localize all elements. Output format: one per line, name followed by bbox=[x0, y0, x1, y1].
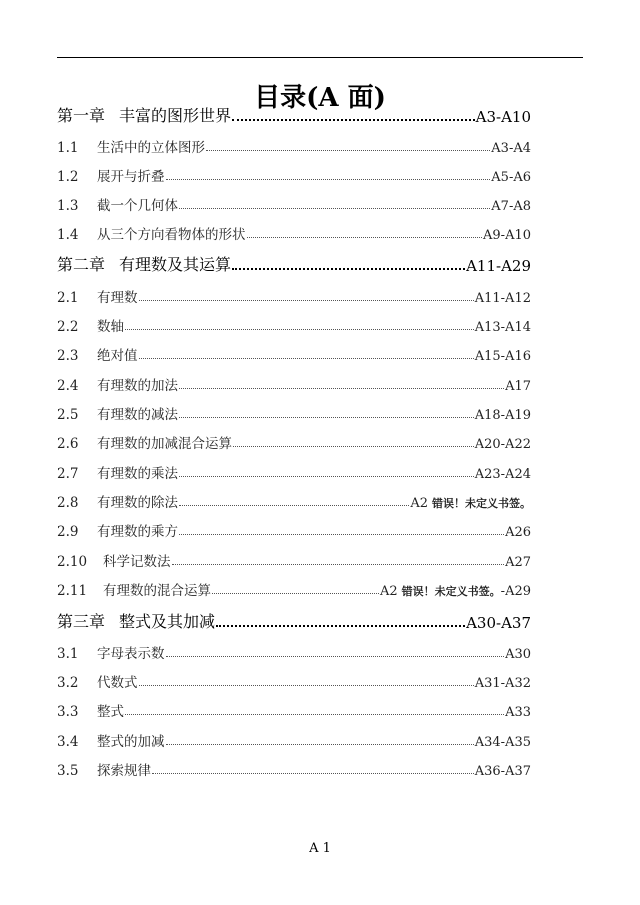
toc-entry-pages: A27 bbox=[505, 555, 531, 570]
toc-dot-leader bbox=[232, 268, 465, 270]
toc-entry-pages: A2 bbox=[380, 584, 398, 599]
toc-entry-number: 3.2 bbox=[57, 675, 79, 691]
page-title: 目录(A 面) bbox=[254, 83, 386, 113]
toc-section-entry[interactable] bbox=[57, 221, 531, 243]
toc-entry-number: 2.7 bbox=[57, 466, 79, 482]
toc-entry-pages: A5-A6 bbox=[491, 170, 531, 185]
toc-entry-number: 3.1 bbox=[57, 646, 79, 662]
toc-entry-pages: A34-A35 bbox=[474, 735, 531, 750]
toc-entry-label: 有理数的乘法 bbox=[97, 466, 178, 482]
toc-section-entry[interactable] bbox=[57, 192, 531, 214]
toc-section-entry[interactable] bbox=[57, 518, 531, 540]
toc-entry-label: 生活中的立体图形 bbox=[97, 140, 205, 156]
toc-section-entry[interactable] bbox=[57, 548, 531, 570]
toc-entry-label: 科学记数法 bbox=[103, 554, 171, 570]
toc-entry-pages: A36-A37 bbox=[474, 764, 531, 779]
toc-entry-label: 绝对值 bbox=[97, 348, 138, 364]
toc-entry-label: 整式及其加减 bbox=[119, 612, 216, 631]
toc-section-entry[interactable] bbox=[57, 284, 531, 306]
toc-chapter-entry[interactable] bbox=[57, 104, 531, 126]
toc-entry-number: 3.4 bbox=[57, 734, 79, 750]
toc-dot-leader bbox=[179, 534, 504, 535]
toc-dot-leader bbox=[139, 300, 474, 301]
toc-entry-label: 探索规律 bbox=[97, 763, 151, 779]
toc-section-entry[interactable] bbox=[57, 460, 531, 482]
toc-dot-leader bbox=[179, 417, 474, 418]
toc-entry-pages: A9-A10 bbox=[483, 228, 531, 243]
toc-entry-label: 从三个方向看物体的形状 bbox=[97, 227, 246, 243]
toc-entry-pages: A3-A10 bbox=[475, 108, 531, 126]
toc-entry-number: 2.9 bbox=[57, 524, 79, 540]
toc-entry-number: 1.3 bbox=[57, 198, 79, 214]
toc-dot-leader bbox=[232, 119, 475, 121]
toc-entry-number: 第一章 bbox=[57, 106, 106, 125]
toc-dot-leader bbox=[166, 179, 491, 180]
toc-section-entry[interactable] bbox=[57, 163, 531, 185]
toc-entry-number: 1.1 bbox=[57, 140, 79, 156]
toc-bookmark-error: 错误！未定义书签。 bbox=[401, 585, 501, 598]
toc-dot-leader bbox=[139, 685, 474, 686]
toc-dot-leader bbox=[206, 150, 490, 151]
toc-entry-number: 2.3 bbox=[57, 348, 79, 364]
toc-dot-leader bbox=[179, 208, 490, 209]
toc-dot-leader bbox=[179, 388, 504, 389]
toc-entry-label: 代数式 bbox=[97, 675, 138, 691]
toc-chapter-entry[interactable] bbox=[57, 253, 531, 275]
toc-entry-pages-suffix: -A29 bbox=[500, 584, 531, 599]
toc-entry-label: 有理数 bbox=[97, 290, 138, 306]
toc-entry-pages: A20-A22 bbox=[474, 437, 531, 452]
toc-entry-pages: A2 bbox=[410, 496, 428, 511]
toc-entry-pages: A18-A19 bbox=[474, 408, 531, 423]
toc-dot-leader bbox=[125, 329, 474, 330]
toc-entry-label: 有理数的加减混合运算 bbox=[97, 436, 232, 452]
toc-entry-label: 丰富的图形世界 bbox=[119, 106, 232, 125]
toc-section-entry[interactable] bbox=[57, 728, 531, 750]
toc-section-entry[interactable] bbox=[57, 640, 531, 662]
toc-dot-leader bbox=[166, 656, 505, 657]
toc-entry-pages: A15-A16 bbox=[474, 349, 531, 364]
toc-dot-leader bbox=[179, 476, 474, 477]
toc-dot-leader bbox=[233, 446, 474, 447]
toc-entry-label: 字母表示数 bbox=[97, 646, 165, 662]
toc-section-entry[interactable] bbox=[57, 372, 531, 394]
toc-section-entry[interactable] bbox=[57, 313, 531, 335]
toc-entry-number: 2.5 bbox=[57, 407, 79, 423]
toc-section-entry[interactable] bbox=[57, 134, 531, 156]
toc-entry-number: 3.3 bbox=[57, 704, 79, 720]
toc-section-entry[interactable] bbox=[57, 489, 531, 511]
toc-entry-label: 整式的加减 bbox=[97, 734, 165, 750]
toc-section-entry[interactable] bbox=[57, 698, 531, 720]
toc-section-entry[interactable] bbox=[57, 430, 531, 452]
toc-entry-pages: A11-A29 bbox=[466, 257, 531, 275]
toc-entry-label: 有理数的加法 bbox=[97, 378, 178, 394]
toc-entry-number: 第二章 bbox=[57, 255, 106, 274]
toc-entry-label: 展开与折叠 bbox=[97, 169, 165, 185]
toc-entry-pages: A30 bbox=[505, 647, 531, 662]
toc-section-entry[interactable] bbox=[57, 577, 531, 599]
toc-entry-pages: A30-A37 bbox=[466, 614, 531, 632]
toc-entry-number: 1.4 bbox=[57, 227, 79, 243]
toc-entry-number: 1.2 bbox=[57, 169, 79, 185]
header-rule bbox=[57, 57, 583, 58]
toc-entry-pages: A13-A14 bbox=[474, 320, 531, 335]
toc-entry-number: 第三章 bbox=[57, 612, 106, 631]
toc-dot-leader bbox=[172, 564, 505, 565]
toc-entry-pages: A3-A4 bbox=[491, 141, 531, 156]
toc-section-entry[interactable] bbox=[57, 401, 531, 423]
toc-chapter-entry[interactable] bbox=[57, 610, 531, 632]
toc-entry-label: 数轴 bbox=[97, 319, 124, 335]
toc-entry-pages: A23-A24 bbox=[474, 467, 531, 482]
toc-entry-label: 截一个几何体 bbox=[97, 198, 178, 214]
toc-entry-label: 有理数及其运算 bbox=[119, 255, 232, 274]
toc-dot-leader bbox=[139, 358, 474, 359]
page-footer: A 1 bbox=[309, 841, 331, 856]
toc-entry-label: 有理数的乘方 bbox=[97, 524, 178, 540]
toc-entry-number: 2.1 bbox=[57, 290, 79, 306]
toc-entry-number: 3.5 bbox=[57, 763, 79, 779]
toc-dot-leader bbox=[152, 773, 474, 774]
toc-entry-pages: A33 bbox=[505, 705, 531, 720]
toc-entry-number: 2.11 bbox=[57, 583, 88, 599]
toc-section-entry[interactable] bbox=[57, 342, 531, 364]
toc-entry-pages: A26 bbox=[505, 525, 531, 540]
toc-entry-label: 有理数的除法 bbox=[97, 495, 178, 511]
toc-dot-leader bbox=[212, 593, 379, 594]
toc-dot-leader bbox=[166, 744, 474, 745]
toc-entry-number: 2.8 bbox=[57, 495, 79, 511]
toc-entry-pages: A17 bbox=[505, 379, 531, 394]
toc-entry-pages: A7-A8 bbox=[491, 199, 531, 214]
toc-dot-leader bbox=[179, 505, 409, 506]
toc-entry-pages: A11-A12 bbox=[474, 291, 531, 306]
toc-entry-label: 有理数的减法 bbox=[97, 407, 178, 423]
toc-dot-leader bbox=[125, 714, 504, 715]
toc-entry-label: 整式 bbox=[97, 704, 124, 720]
toc-entry-number: 2.4 bbox=[57, 378, 79, 394]
toc-section-entry[interactable] bbox=[57, 757, 531, 779]
toc-section-entry[interactable] bbox=[57, 669, 531, 691]
toc-dot-leader bbox=[247, 237, 483, 238]
toc-dot-leader bbox=[216, 625, 465, 627]
toc-bookmark-error: 错误！未定义书签。 bbox=[432, 497, 531, 510]
toc-entry-pages: A31-A32 bbox=[474, 676, 531, 691]
toc-entry-label: 有理数的混合运算 bbox=[103, 583, 211, 599]
toc-entry-number: 2.6 bbox=[57, 436, 79, 452]
toc-entry-number: 2.2 bbox=[57, 319, 79, 335]
toc-entry-number: 2.10 bbox=[57, 554, 88, 570]
